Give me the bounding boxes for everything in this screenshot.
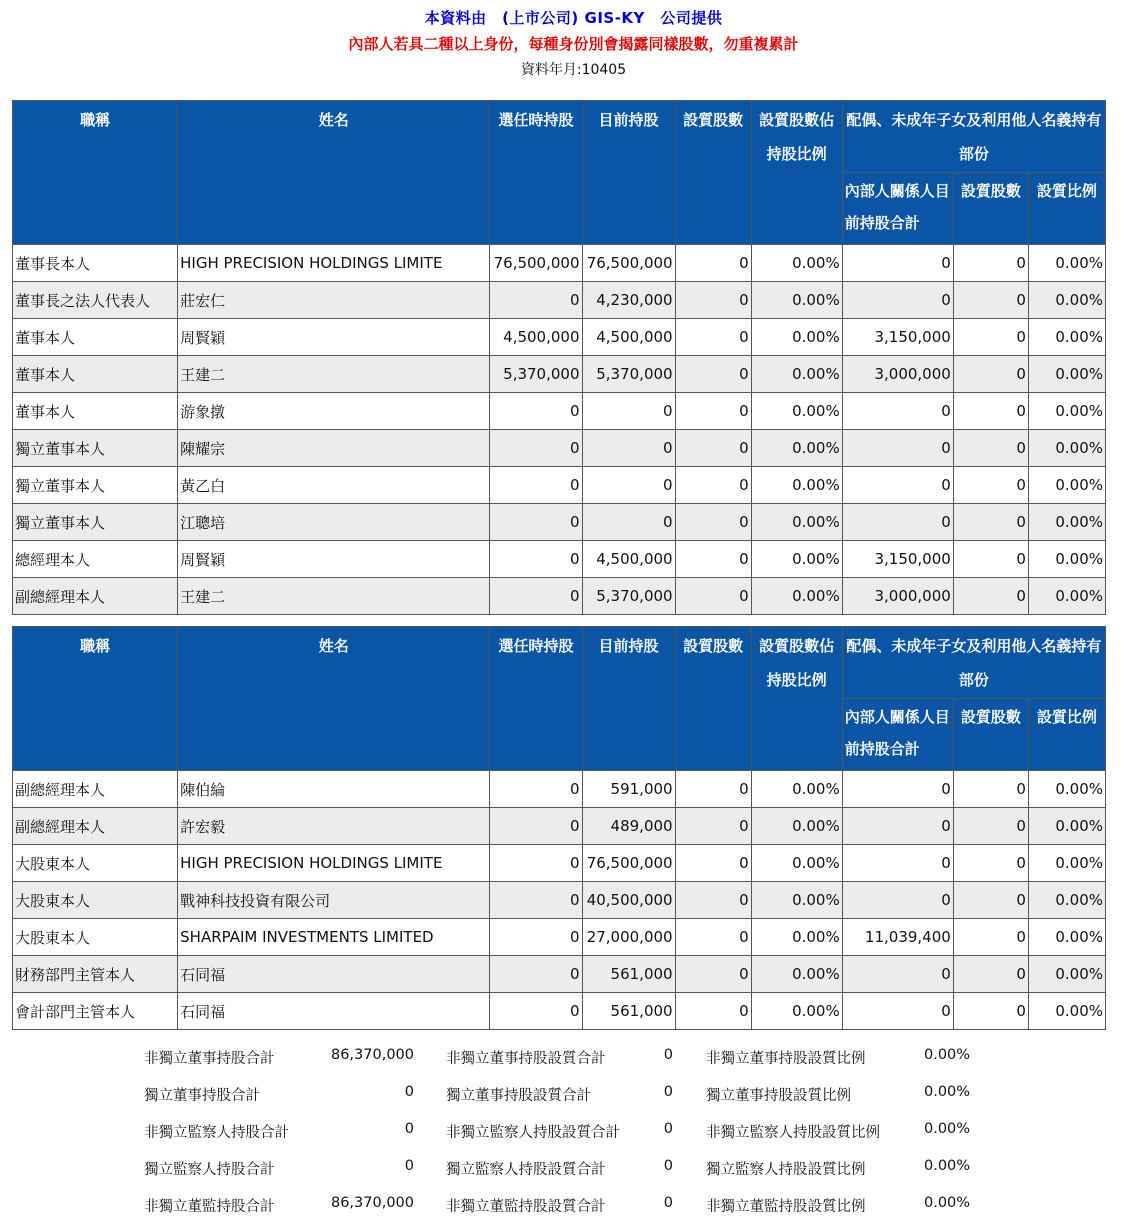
- cell-pledged-ratio: 0.00%: [751, 467, 842, 504]
- cell-pledged-shares: 0: [675, 993, 751, 1030]
- table-row: [13, 245, 1106, 282]
- cell-name: 王建二: [178, 356, 490, 393]
- summary-row: [0, 1084, 1147, 1108]
- cell-name: 江聰培: [178, 504, 490, 541]
- cell-elected-shares: 0: [490, 771, 582, 808]
- cell-title: 副總經理本人: [13, 771, 178, 808]
- cell-related-total: 11,039,400: [842, 919, 953, 956]
- table-row: [13, 467, 1106, 504]
- cell-pledged-shares: 0: [675, 282, 751, 319]
- cell-current-shares: 489,000: [582, 808, 675, 845]
- cell-related-ratio: 0.00%: [1028, 356, 1105, 393]
- cell-pledged-ratio: 0.00%: [751, 541, 842, 578]
- cell-elected-shares: 0: [490, 956, 582, 993]
- cell-related-pledged: 0: [953, 993, 1028, 1030]
- cell-pledged-shares: 0: [675, 319, 751, 356]
- cell-related-pledged: 0: [953, 393, 1028, 430]
- summary-value: 86,370,000: [330, 1195, 414, 1211]
- cell-elected-shares: 0: [490, 578, 582, 615]
- summary-label: 獨立董事持股設質比例: [706, 1088, 851, 1104]
- table-row: [13, 808, 1106, 845]
- cell-pledged-shares: 0: [675, 430, 751, 467]
- cell-elected-shares: 0: [490, 282, 582, 319]
- cell-pledged-shares: 0: [675, 882, 751, 919]
- cell-elected-shares: 0: [490, 393, 582, 430]
- cell-title: 大股東本人: [13, 919, 178, 956]
- summary-label: 非獨立董事持股設質比例: [706, 1051, 866, 1067]
- summary-value: 0: [404, 1084, 414, 1100]
- cell-elected-shares: 0: [490, 882, 582, 919]
- summary-value: 86,370,000: [330, 1047, 414, 1063]
- col-header-title: 職稱: [13, 101, 178, 245]
- cell-related-total: 0: [842, 282, 953, 319]
- cell-pledged-shares: 0: [675, 356, 751, 393]
- cell-pledged-ratio: 0.00%: [751, 319, 842, 356]
- summary-value: 0: [663, 1121, 673, 1137]
- cell-current-shares: 5,370,000: [582, 356, 675, 393]
- cell-pledged-shares: 0: [675, 808, 751, 845]
- cell-related-ratio: 0.00%: [1028, 430, 1105, 467]
- cell-current-shares: 4,230,000: [582, 282, 675, 319]
- cell-elected-shares: 0: [490, 808, 582, 845]
- cell-name: 戰神科技投資有限公司: [178, 882, 490, 919]
- cell-current-shares: 40,500,000: [582, 882, 675, 919]
- cell-pledged-ratio: 0.00%: [751, 578, 842, 615]
- cell-name: 游象撴: [178, 393, 490, 430]
- table-row: [13, 282, 1106, 319]
- summary-label: 獨立監察人持股設質比例: [706, 1162, 866, 1178]
- insider-holdings-table-2: [12, 626, 1106, 1030]
- cell-related-pledged: 0: [953, 882, 1028, 919]
- col-header-elected: 選任時持股: [490, 101, 582, 245]
- cell-current-shares: 4,500,000: [582, 541, 675, 578]
- summary-row: [0, 1158, 1147, 1182]
- report-header: [0, 7, 1147, 79]
- summary-label: 非獨立監察人持股設質合計: [446, 1125, 620, 1141]
- cell-pledged-ratio: 0.00%: [751, 845, 842, 882]
- cell-pledged-ratio: 0.00%: [751, 882, 842, 919]
- cell-related-ratio: 0.00%: [1028, 956, 1105, 993]
- cell-related-total: 0: [842, 956, 953, 993]
- cell-title: 獨立董事本人: [13, 467, 178, 504]
- cell-related-ratio: 0.00%: [1028, 319, 1105, 356]
- cell-name: 陳耀宗: [178, 430, 490, 467]
- summary-row: [0, 1121, 1147, 1145]
- cell-related-pledged: 0: [953, 919, 1028, 956]
- summary-label: 非獨立董事持股設質合計: [446, 1051, 606, 1067]
- cell-related-total: 0: [842, 882, 953, 919]
- summary-value: 0: [404, 1121, 414, 1137]
- cell-pledged-shares: 0: [675, 393, 751, 430]
- table-row: [13, 993, 1106, 1030]
- cell-elected-shares: 0: [490, 541, 582, 578]
- cell-current-shares: 0: [582, 393, 675, 430]
- cell-related-total: 3,000,000: [842, 578, 953, 615]
- cell-title: 大股東本人: [13, 882, 178, 919]
- cell-current-shares: 0: [582, 504, 675, 541]
- col-header-current: 目前持股: [582, 101, 675, 245]
- summary-row: [0, 1047, 1147, 1071]
- cell-current-shares: 0: [582, 430, 675, 467]
- cell-related-pledged: 0: [953, 467, 1028, 504]
- cell-name: 石同福: [178, 993, 490, 1030]
- summary-label: 獨立監察人持股設質合計: [446, 1162, 606, 1178]
- cell-current-shares: 76,500,000: [582, 845, 675, 882]
- cell-name: 黃乙白: [178, 467, 490, 504]
- table-row: [13, 578, 1106, 615]
- cell-name: 周賢穎: [178, 541, 490, 578]
- cell-pledged-shares: 0: [675, 919, 751, 956]
- cell-related-total: 0: [842, 993, 953, 1030]
- cell-related-total: 3,150,000: [842, 319, 953, 356]
- table-row: [13, 956, 1106, 993]
- table-row: [13, 845, 1106, 882]
- cell-name: 陳伯綸: [178, 771, 490, 808]
- cell-related-pledged: 0: [953, 578, 1028, 615]
- col-header-pledged: 設質股數: [675, 101, 751, 245]
- cell-related-total: 0: [842, 504, 953, 541]
- cell-related-pledged: 0: [953, 245, 1028, 282]
- cell-related-ratio: 0.00%: [1028, 919, 1105, 956]
- summary-label: 獨立董事持股合計: [144, 1088, 260, 1104]
- cell-pledged-shares: 0: [675, 245, 751, 282]
- cell-related-total: 0: [842, 245, 953, 282]
- data-period: 資料年月:10405: [520, 62, 627, 78]
- cell-title: 獨立董事本人: [13, 430, 178, 467]
- cell-pledged-ratio: 0.00%: [751, 393, 842, 430]
- report-title: 本資料由 (上市公司) GIS-KY 公司提供: [424, 9, 723, 27]
- cell-related-total: 0: [842, 393, 953, 430]
- table-row: [13, 541, 1106, 578]
- cell-pledged-shares: 0: [675, 467, 751, 504]
- cell-title: 副總經理本人: [13, 808, 178, 845]
- cell-pledged-shares: 0: [675, 956, 751, 993]
- table-row: [13, 356, 1106, 393]
- table-row: [13, 430, 1106, 467]
- cell-related-total: 3,150,000: [842, 541, 953, 578]
- cell-pledged-ratio: 0.00%: [751, 956, 842, 993]
- table-row: [13, 504, 1106, 541]
- col-header-name: 姓名: [178, 101, 490, 245]
- summary-label: 獨立監察人持股合計: [144, 1162, 275, 1178]
- cell-name: 周賢穎: [178, 319, 490, 356]
- cell-pledged-ratio: 0.00%: [751, 504, 842, 541]
- col-header-pledged-ratio: 設質股數佔持股比例: [751, 101, 842, 245]
- summary-value: 0.00%: [924, 1121, 971, 1137]
- cell-elected-shares: 0: [490, 919, 582, 956]
- table-row: [13, 919, 1106, 956]
- col-header-name: 姓名: [178, 627, 490, 771]
- cell-related-pledged: 0: [953, 282, 1028, 319]
- summary-label: 非獨立董監持股設質合計: [446, 1199, 606, 1215]
- cell-related-total: 3,000,000: [842, 356, 953, 393]
- cell-related-pledged: 0: [953, 845, 1028, 882]
- cell-elected-shares: 0: [490, 430, 582, 467]
- col-header-current: 目前持股: [582, 627, 675, 771]
- cell-pledged-shares: 0: [675, 541, 751, 578]
- col-header-related-ratio: 設質比例: [1028, 699, 1105, 771]
- cell-title: 會計部門主管本人: [13, 993, 178, 1030]
- cell-pledged-shares: 0: [675, 504, 751, 541]
- cell-pledged-ratio: 0.00%: [751, 245, 842, 282]
- cell-current-shares: 561,000: [582, 956, 675, 993]
- cell-related-pledged: 0: [953, 319, 1028, 356]
- cell-pledged-shares: 0: [675, 771, 751, 808]
- table-row: [13, 771, 1106, 808]
- cell-related-total: 0: [842, 467, 953, 504]
- summary-label: 非獨立董監持股合計: [144, 1199, 275, 1215]
- summary-value: 0.00%: [924, 1084, 971, 1100]
- cell-related-pledged: 0: [953, 430, 1028, 467]
- cell-related-ratio: 0.00%: [1028, 467, 1105, 504]
- cell-elected-shares: 4,500,000: [490, 319, 582, 356]
- col-header-related-group: 配偶、未成年子女及利用他人名義持有部份: [842, 101, 1105, 173]
- col-header-pledged: 設質股數: [675, 627, 751, 771]
- col-header-pledged-ratio: 設質股數佔持股比例: [751, 627, 842, 771]
- cell-current-shares: 27,000,000: [582, 919, 675, 956]
- summary-value: 0.00%: [924, 1195, 971, 1211]
- cell-name: 王建二: [178, 578, 490, 615]
- cell-current-shares: 5,370,000: [582, 578, 675, 615]
- cell-elected-shares: 76,500,000: [490, 245, 582, 282]
- cell-pledged-ratio: 0.00%: [751, 430, 842, 467]
- col-header-related-pledged: 設質股數: [953, 699, 1028, 771]
- cell-pledged-ratio: 0.00%: [751, 919, 842, 956]
- summary-value: 0: [663, 1084, 673, 1100]
- cell-pledged-ratio: 0.00%: [751, 771, 842, 808]
- cell-related-total: 0: [842, 430, 953, 467]
- cell-current-shares: 4,500,000: [582, 319, 675, 356]
- cell-title: 董事長之法人代表人: [13, 282, 178, 319]
- cell-related-ratio: 0.00%: [1028, 245, 1105, 282]
- cell-elected-shares: 0: [490, 467, 582, 504]
- cell-title: 董事本人: [13, 393, 178, 430]
- cell-title: 獨立董事本人: [13, 504, 178, 541]
- insider-holdings-table-1: [12, 100, 1106, 615]
- cell-related-ratio: 0.00%: [1028, 393, 1105, 430]
- cell-related-total: 0: [842, 845, 953, 882]
- cell-title: 副總經理本人: [13, 578, 178, 615]
- cell-name: HIGH PRECISION HOLDINGS LIMITE: [178, 845, 490, 882]
- summary-value: 0.00%: [924, 1047, 971, 1063]
- cell-related-ratio: 0.00%: [1028, 504, 1105, 541]
- duplicate-warning: 內部人若具二種以上身份，每種身份別會揭露同樣股數，勿重複累計: [348, 35, 799, 53]
- cell-pledged-ratio: 0.00%: [751, 993, 842, 1030]
- cell-pledged-ratio: 0.00%: [751, 282, 842, 319]
- cell-related-ratio: 0.00%: [1028, 845, 1105, 882]
- cell-elected-shares: 5,370,000: [490, 356, 582, 393]
- cell-related-ratio: 0.00%: [1028, 808, 1105, 845]
- summary-label: 獨立董事持股設質合計: [446, 1088, 591, 1104]
- cell-title: 大股東本人: [13, 845, 178, 882]
- summary-label: 非獨立董監持股設質比例: [706, 1199, 866, 1215]
- cell-related-ratio: 0.00%: [1028, 993, 1105, 1030]
- cell-related-pledged: 0: [953, 771, 1028, 808]
- cell-pledged-shares: 0: [675, 845, 751, 882]
- summary-value: 0: [663, 1158, 673, 1174]
- table-row: [13, 319, 1106, 356]
- cell-name: SHARPAIM INVESTMENTS LIMITED: [178, 919, 490, 956]
- cell-related-pledged: 0: [953, 356, 1028, 393]
- cell-name: 石同福: [178, 956, 490, 993]
- col-header-related-group: 配偶、未成年子女及利用他人名義持有部份: [842, 627, 1105, 699]
- cell-title: 董事長本人: [13, 245, 178, 282]
- cell-name: 莊宏仁: [178, 282, 490, 319]
- cell-related-total: 0: [842, 771, 953, 808]
- summary-value: 0: [663, 1195, 673, 1211]
- summary-label: 非獨立監察人持股合計: [144, 1125, 289, 1141]
- cell-pledged-shares: 0: [675, 578, 751, 615]
- cell-pledged-ratio: 0.00%: [751, 808, 842, 845]
- cell-related-ratio: 0.00%: [1028, 882, 1105, 919]
- summary-label: 非獨立監察人持股設質比例: [706, 1125, 880, 1141]
- summary-value: 0: [404, 1158, 414, 1174]
- col-header-related-total: 內部人關係人目前持股合計: [842, 699, 953, 771]
- cell-title: 董事本人: [13, 356, 178, 393]
- cell-title: 董事本人: [13, 319, 178, 356]
- summary-value: 0.00%: [924, 1158, 971, 1174]
- table-row: [13, 882, 1106, 919]
- cell-related-pledged: 0: [953, 808, 1028, 845]
- cell-current-shares: 591,000: [582, 771, 675, 808]
- col-header-related-total: 內部人關係人目前持股合計: [842, 173, 953, 245]
- cell-related-pledged: 0: [953, 956, 1028, 993]
- cell-elected-shares: 0: [490, 993, 582, 1030]
- cell-name: HIGH PRECISION HOLDINGS LIMITE: [178, 245, 490, 282]
- col-header-title: 職稱: [13, 627, 178, 771]
- col-header-related-pledged: 設質股數: [953, 173, 1028, 245]
- cell-title: 財務部門主管本人: [13, 956, 178, 993]
- cell-elected-shares: 0: [490, 845, 582, 882]
- col-header-related-ratio: 設質比例: [1028, 173, 1105, 245]
- col-header-elected: 選任時持股: [490, 627, 582, 771]
- summary-row: [0, 1195, 1147, 1219]
- cell-pledged-ratio: 0.00%: [751, 356, 842, 393]
- table-row: [13, 393, 1106, 430]
- cell-related-pledged: 0: [953, 541, 1028, 578]
- cell-name: 許宏毅: [178, 808, 490, 845]
- cell-current-shares: 0: [582, 467, 675, 504]
- cell-related-ratio: 0.00%: [1028, 771, 1105, 808]
- cell-title: 總經理本人: [13, 541, 178, 578]
- cell-related-ratio: 0.00%: [1028, 282, 1105, 319]
- summary-value: 0: [663, 1047, 673, 1063]
- summary-label: 非獨立董事持股合計: [144, 1051, 275, 1067]
- cell-related-total: 0: [842, 808, 953, 845]
- cell-related-ratio: 0.00%: [1028, 578, 1105, 615]
- cell-current-shares: 76,500,000: [582, 245, 675, 282]
- cell-related-pledged: 0: [953, 504, 1028, 541]
- cell-current-shares: 561,000: [582, 993, 675, 1030]
- cell-elected-shares: 0: [490, 504, 582, 541]
- cell-related-ratio: 0.00%: [1028, 541, 1105, 578]
